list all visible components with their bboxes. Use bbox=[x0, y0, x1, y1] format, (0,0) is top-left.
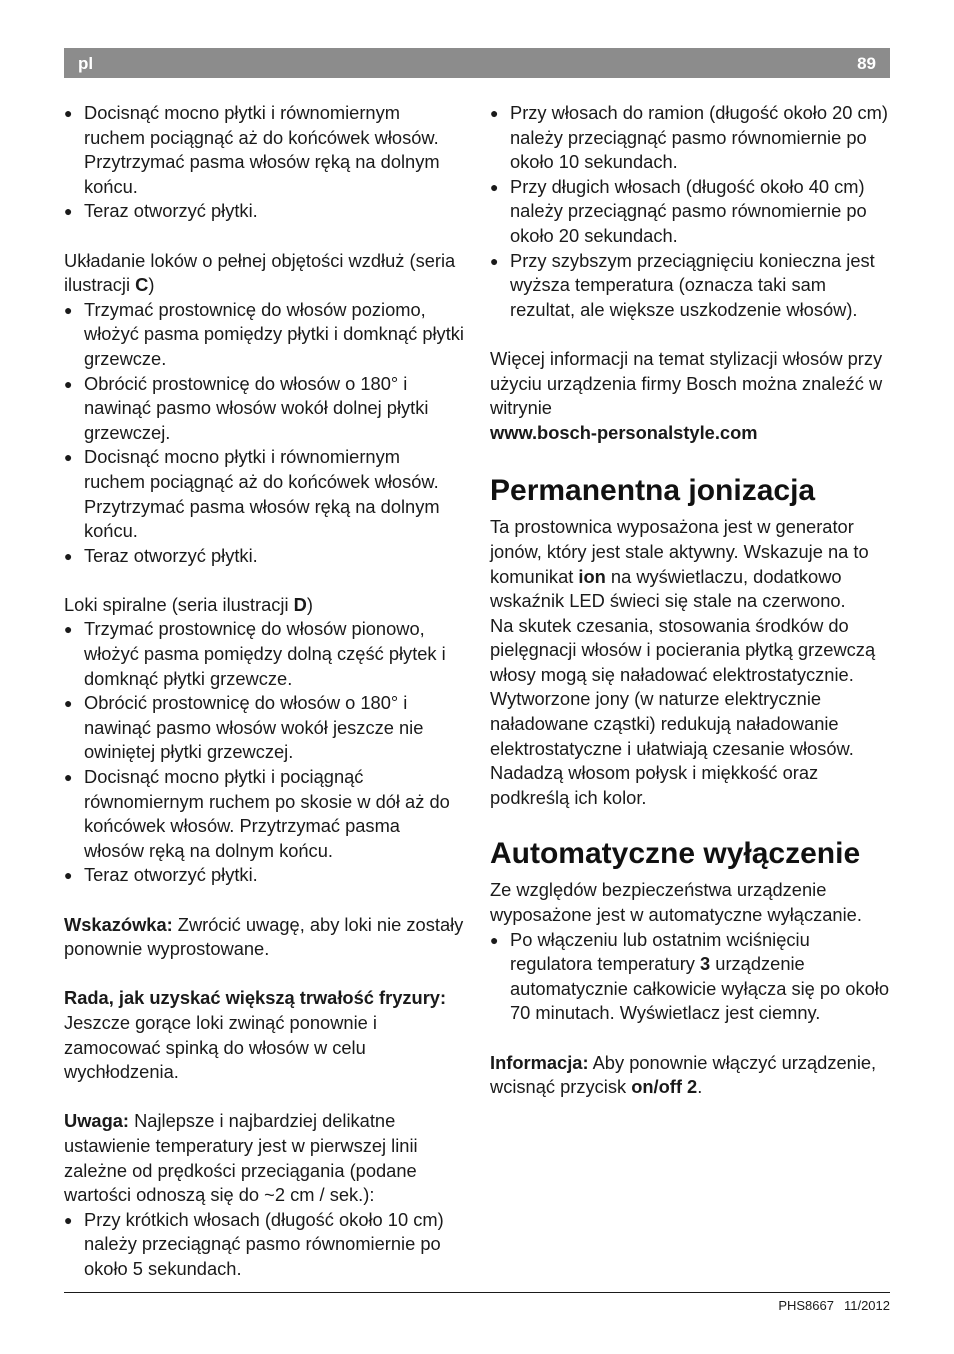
heading-auto-off: Automatyczne wyłączenie bbox=[490, 837, 861, 871]
list-short-hair bbox=[64, 1208, 464, 1282]
more-info-paragraph: Więcej informacji na temat stylizacji włosów przy użyciu urządzenia firmy Bosch można znaleźć w witrynie bbox=[490, 347, 883, 419]
ion-text-b: na wyświetlaczu, dodatkowo wskaźnik LED świeci się stale na czerwono. bbox=[490, 565, 846, 612]
list-item bbox=[490, 928, 890, 1026]
note-text: Najlepsze i najbardziej delikatne ustawienie temperatury jest w pierwszej linii zależne od prędkości przeciągania (podane wartości odnoszą się do ~2 cm / sek.): bbox=[64, 1110, 418, 1206]
section-d-text: Loki spiralne (seria ilustracji bbox=[64, 593, 294, 615]
tip-paragraph bbox=[64, 913, 464, 962]
list-item: ● Teraz otworzyć płytki. bbox=[64, 544, 464, 569]
list-item: ● Trzymać prostownicę do włosów poziomo, włożyć pasma pomiędzy płytki i domknąć płytki grzewcze. bbox=[64, 298, 464, 372]
website-link bbox=[490, 421, 890, 446]
info-end: . bbox=[697, 1076, 703, 1098]
page-number: 89 bbox=[857, 54, 876, 73]
info-text: Aby ponownie włączyć urządzenie, wcisnąć przycisk bbox=[490, 1051, 877, 1098]
list-item: ● Obrócić prostownicę do włosów o 180° i nawinąć pasmo włosów wokół dolnej płytki grzewczej. bbox=[64, 372, 464, 446]
list-item: ● Teraz otworzyć płytki. bbox=[64, 863, 464, 888]
list-item: ● Przy włosach do ramion (długość około 20 cm) należy przeciągnąć pasmo równomiernie po około 10 sekundach. bbox=[490, 101, 890, 175]
list-spiral-curls bbox=[64, 617, 464, 888]
ion-paragraph-1 bbox=[490, 515, 890, 613]
section-c-intro bbox=[64, 249, 464, 298]
list-hair-lengths bbox=[490, 101, 890, 322]
list-press-plates bbox=[64, 101, 464, 224]
list-item: ● Przy długich włosach (długość około 40 cm) należy przeciągnąć pasmo równomiernie po około 20 sekundach. bbox=[490, 175, 890, 249]
ion-keyword: ion bbox=[578, 565, 606, 587]
auto-text-a: Po włączeniu lub ostatnim wciśnięciu regulatora temperatury bbox=[510, 928, 810, 975]
list-item: ● Teraz otworzyć płytki. bbox=[64, 199, 464, 224]
list-volume-curls bbox=[64, 298, 464, 569]
auto-text-b: urządzenie automatycznie całkowicie wyłącza się po około 70 minutach. Wyświetlacz jest ciemny. bbox=[510, 953, 890, 1024]
ion-paragraph-3: Nadadzą włosom połysk i miękkość oraz podkreślą ich kolor. bbox=[490, 762, 819, 808]
print-date: 11/2012 bbox=[843, 1298, 890, 1313]
regulator-number: 3 bbox=[700, 953, 711, 975]
page-header-bar bbox=[64, 48, 890, 78]
model-number: PHS8667 bbox=[778, 1298, 834, 1313]
note-paragraph bbox=[64, 1109, 464, 1207]
list-item: ● Docisnąć mocno płytki i równomiernym ruchem pociągnąć aż do końcówek włosów. Przytrzymać pasma włosów ręką na dolnym końcu. bbox=[64, 101, 464, 199]
right-column bbox=[490, 101, 890, 1100]
onoff-button-ref: on/off 2 bbox=[631, 1076, 698, 1098]
advice-text: Jeszcze gorące loki zwinąć ponownie i zamocować spinką do włosów w celu wychłodzenia. bbox=[64, 1011, 377, 1083]
list-item: ● Docisnąć mocno płytki i pociągnąć równomiernym ruchem po skosie w dół aż do końcówek włosów. Przytrzymać pasma włosów ręką na dolnym końcu. bbox=[64, 765, 464, 863]
language-label: pl bbox=[78, 54, 94, 73]
section-d-letter: D bbox=[293, 593, 307, 615]
list-auto-off bbox=[490, 928, 890, 1026]
heading-ionization: Permanentna jonizacja bbox=[490, 474, 816, 508]
section-d-close: ) bbox=[306, 593, 313, 615]
tip-label: Wskazówka: bbox=[64, 913, 173, 935]
footer-divider bbox=[64, 1292, 890, 1293]
ion-paragraph-2: Na skutek czesania, stosowania środków do pielęgnacji włosów i pocierania płytką grzewczą włosy mogą się naładować elektrostatycznie. Wytworzone jony (w naturze elektrycznie naładowane cząstki) redukują naładowanie elektrostatyczne i ułatwiają czesanie włosów. bbox=[490, 614, 876, 759]
list-item: ● Trzymać prostownicę do włosów pionowo, włożyć pasma pomiędzy dolną część płytek i domknąć płytki grzewcze. bbox=[64, 617, 464, 691]
note-label: Uwaga: bbox=[64, 1110, 130, 1132]
advice-label: Rada, jak uzyskać większą trwałość fryzury: bbox=[64, 987, 447, 1009]
website-text: www.bosch-personalstyle.com bbox=[490, 421, 758, 443]
ion-text-a: Ta prostownica wyposażona jest w generator jonów, który jest stale aktywny. Wskazuje na to komunikat bbox=[490, 516, 869, 587]
left-column bbox=[64, 101, 464, 1282]
list-item: ● Docisnąć mocno płytki i równomiernym ruchem pociągnąć aż do końcówek włosów. Przytrzymać pasma włosów ręką na dolnym końcu. bbox=[64, 445, 464, 543]
info-paragraph bbox=[490, 1051, 890, 1100]
list-item: ● Przy krótkich włosach (długość około 10 cm) należy przeciągnąć pasmo równomiernie po około 5 sekundach. bbox=[64, 1208, 464, 1282]
auto-paragraph-1: Ze względów bezpieczeństwa urządzenie wyposażone jest w automatyczne wyłączanie. bbox=[490, 879, 862, 926]
list-item: ● Przy szybszym przeciągnięciu konieczna jest wyższa temperatura (oznacza taki sam rezultat, ale większe uszkodzenie włosów). bbox=[490, 249, 890, 323]
advice-paragraph bbox=[64, 986, 464, 1084]
footer bbox=[778, 1298, 890, 1313]
list-item: ● Obrócić prostownicę do włosów o 180° i nawinąć pasmo włosów wokół jeszcze nie owiniętej płytki grzewczej. bbox=[64, 691, 464, 765]
section-c-text: Układanie loków o pełnej objętości wzdłuż (seria ilustracji bbox=[64, 249, 456, 296]
section-c-letter: C bbox=[135, 274, 149, 296]
info-label: Informacja: bbox=[490, 1051, 589, 1073]
section-d-intro bbox=[64, 593, 464, 618]
section-c-close: ) bbox=[148, 274, 155, 296]
tip-text: Zwrócić uwagę, aby loki nie zostały ponownie wyprostowane. bbox=[64, 913, 464, 960]
